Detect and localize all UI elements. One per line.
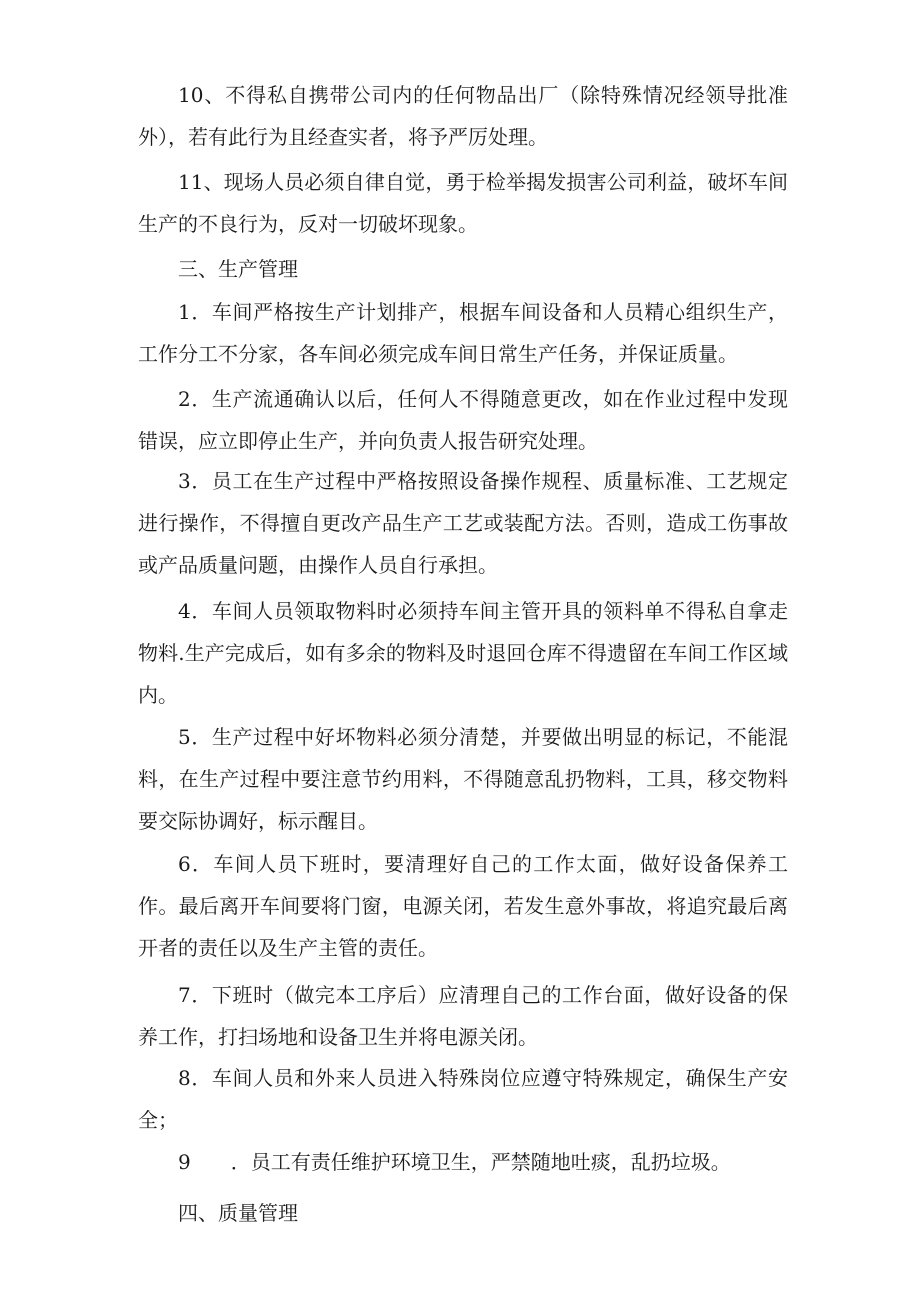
production-item-2: 2．生产流通确认以后，任何人不得随意更改，如在作业过程中发现错误，应立即停止生产，并向负责人报告研究处理。 — [138, 387, 788, 453]
production-item-8: 8．车间人员和外来人员进入特殊岗位应遵守特殊规定，确保生产安全； — [138, 1066, 788, 1132]
production-item-1: 1．车间严格按生产计划排产，根据车间设备和人员精心组织生产，工作分工不分家，各车间必须完成车间日常生产任务，并保证质量。 — [138, 300, 788, 366]
production-item-4: 4．车间人员领取物料时必须持车间主管开具的领料单不得私自拿走物料.生产完成后，如有多余的物料及时退回仓库不得遗留在车间工作区域内。 — [138, 599, 788, 707]
production-item-9: 9 ．员工有责任维护环境卫生，严禁随地吐痰，乱扔垃圾。 — [178, 1150, 731, 1174]
rule-11-paragraph: 11、现场人员必须自律自觉，勇于检举揭发损害公司利益，破坏车间生产的不良行为，反对一切破坏现象。 — [138, 170, 788, 236]
production-item-7: 7．下班时（做完本工序后）应清理自己的工作台面，做好设备的保养工作，打扫场地和设备卫生并将电源关闭。 — [138, 983, 788, 1049]
section-heading-production: 三、生产管理 — [178, 257, 298, 281]
section-heading-quality: 四、质量管理 — [178, 1201, 298, 1225]
rule-10-paragraph: 10、不得私自携带公司内的任何物品出厂（除特殊情况经领导批准外），若有此行为且经查实者，将予严厉处理。 — [138, 83, 788, 149]
production-item-5: 5．生产过程中好坏物料必须分清楚，并要做出明显的标记，不能混料，在生产过程中要注意节约用料，不得随意乱扔物料，工具，移交物料要交际协调好，标示醒目。 — [138, 725, 788, 833]
production-item-6: 6．车间人员下班时，要清理好自己的工作太面，做好设备保养工作。最后离开车间要将门窗，电源关闭，若发生意外事故，将追究最后离开者的责任以及生产主管的责任。 — [138, 852, 788, 960]
production-item-3: 3．员工在生产过程中严格按照设备操作规程、质量标准、工艺规定进行操作，不得擅自更改产品生产工艺或装配方法。否则，造成工伤事故或产品质量问题，由操作人员自行承担。 — [138, 469, 788, 577]
